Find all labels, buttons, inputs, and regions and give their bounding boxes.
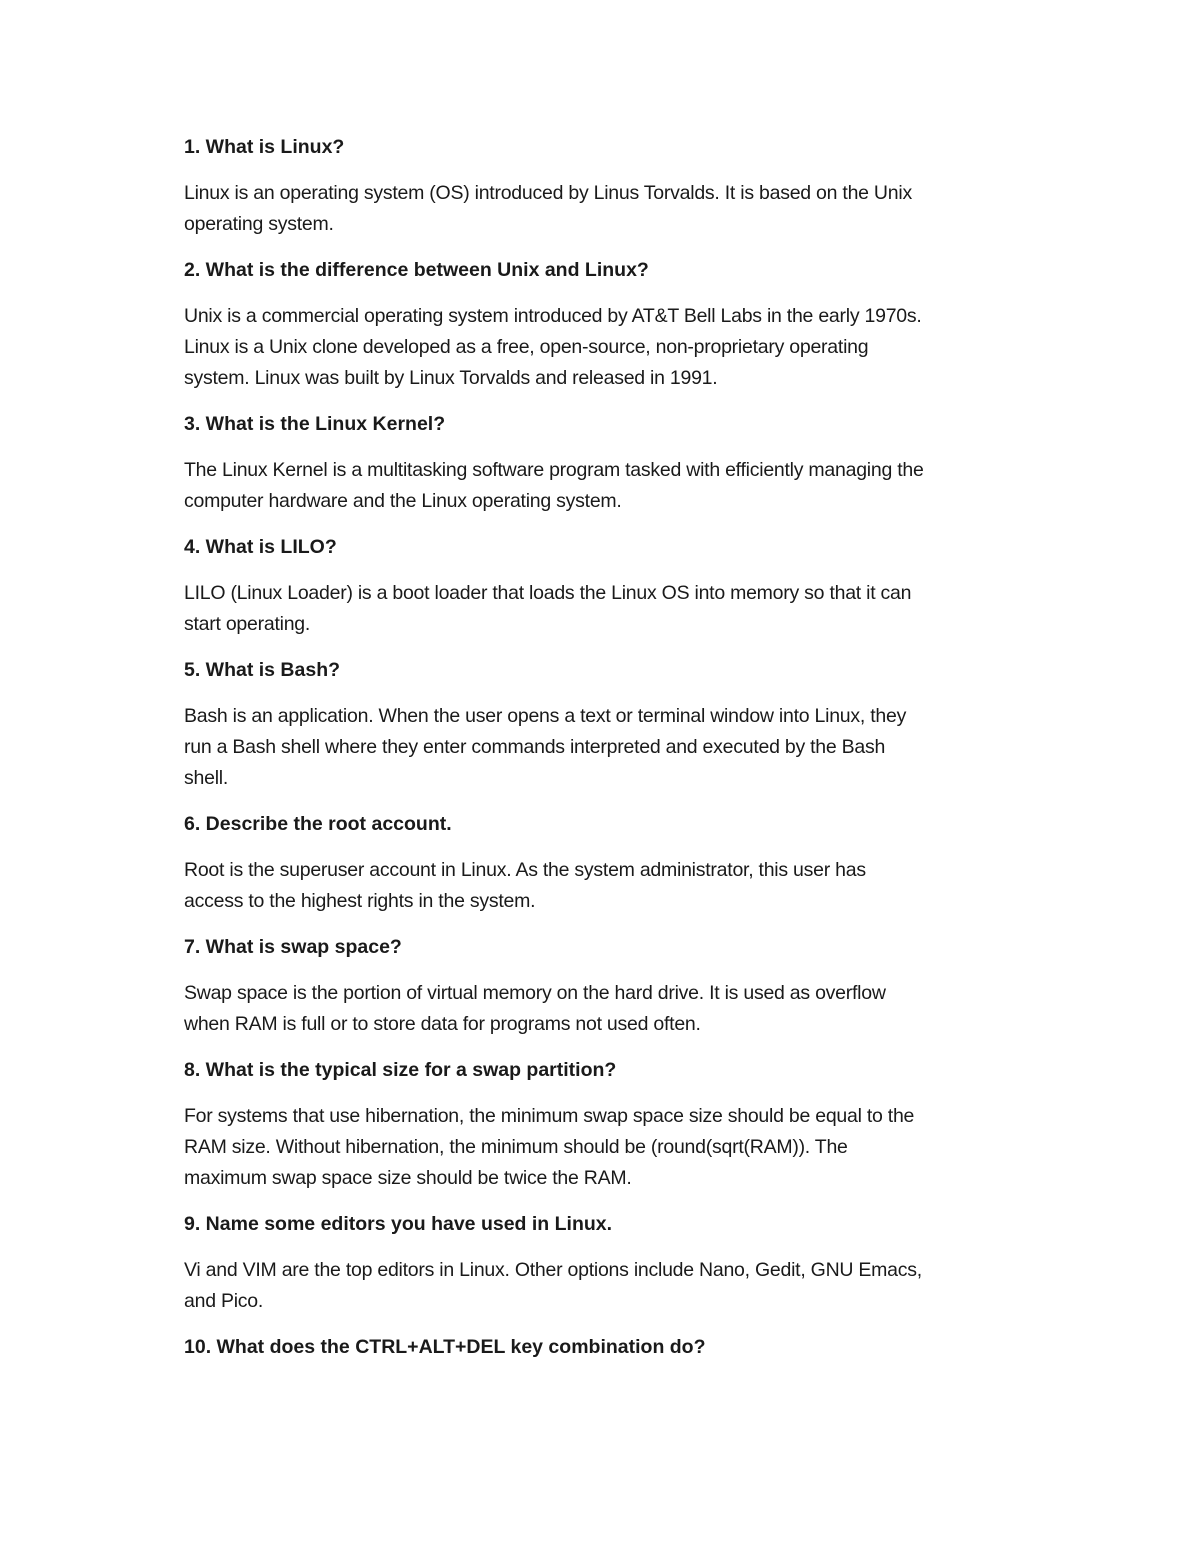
answer-paragraph [184,578,1034,640]
question-heading: 10. What does the CTRL+ALT+DEL key combination do? [184,1336,706,1358]
question-heading: 4. What is LILO? [184,536,337,558]
answer-line: For systems that use hibernation, the minimum swap space size should be equal to the [184,1105,915,1127]
answer-line: Vi and VIM are the top editors in Linux. Other options include Nano, Gedit, GNU Emacs, [184,1259,922,1281]
answer-line: computer hardware and the Linux operating system. [184,490,622,512]
answer-line: system. Linux was built by Linux Torvalds and released in 1991. [184,367,718,389]
answer-paragraph [184,855,1034,917]
answer-paragraph [184,1255,1034,1317]
qa-item-10 [184,1332,1034,1363]
answer-line: operating system. [184,213,334,235]
qa-item-2 [184,255,1034,394]
answer-line: maximum swap space size should be twice the RAM. [184,1167,632,1189]
answer-line: Linux is a Unix clone developed as a free, open-source, non-proprietary operating [184,336,869,358]
qa-item-5 [184,655,1034,794]
question-heading: 3. What is the Linux Kernel? [184,413,446,435]
qa-item-1 [184,132,1034,240]
answer-paragraph [184,301,1034,394]
answer-paragraph [184,178,1034,240]
answer-paragraph [184,978,1034,1040]
question-heading: 1. What is Linux? [184,136,345,158]
question-heading: 6. Describe the root account. [184,813,452,835]
answer-line: Swap space is the portion of virtual memory on the hard drive. It is used as overflow [184,982,886,1004]
answer-paragraph [184,455,1034,517]
answer-line: access to the highest rights in the system. [184,890,536,912]
answer-line: shell. [184,767,229,789]
answer-line: The Linux Kernel is a multitasking software program tasked with efficiently managing the [184,459,924,481]
qa-item-8 [184,1055,1034,1194]
answer-line: Root is the superuser account in Linux. As the system administrator, this user has [184,859,866,881]
qa-item-6 [184,809,1034,917]
answer-line: Bash is an application. When the user opens a text or terminal window into Linux, they [184,705,907,727]
qa-item-3 [184,409,1034,517]
answer-line: Unix is a commercial operating system introduced by AT&T Bell Labs in the early 1970s. [184,305,922,327]
document-page [184,132,1034,1378]
answer-paragraph [184,1101,1034,1194]
question-heading: 8. What is the typical size for a swap partition? [184,1059,617,1081]
answer-line: start operating. [184,613,311,635]
answer-line: Linux is an operating system (OS) introduced by Linus Torvalds. It is based on the Unix [184,182,912,204]
qa-item-4 [184,532,1034,640]
answer-line: LILO (Linux Loader) is a boot loader that loads the Linux OS into memory so that it can [184,582,912,604]
answer-line: RAM size. Without hibernation, the minimum should be (round(sqrt(RAM)). The [184,1136,848,1158]
question-heading: 2. What is the difference between Unix and Linux? [184,259,649,281]
answer-line: and Pico. [184,1290,264,1312]
qa-item-9 [184,1209,1034,1317]
question-heading: 5. What is Bash? [184,659,341,681]
question-heading: 7. What is swap space? [184,936,402,958]
question-heading: 9. Name some editors you have used in Linux. [184,1213,613,1235]
answer-line: run a Bash shell where they enter commands interpreted and executed by the Bash [184,736,886,758]
answer-paragraph [184,701,1034,794]
answer-line: when RAM is full or to store data for programs not used often. [184,1013,701,1035]
qa-item-7 [184,932,1034,1040]
